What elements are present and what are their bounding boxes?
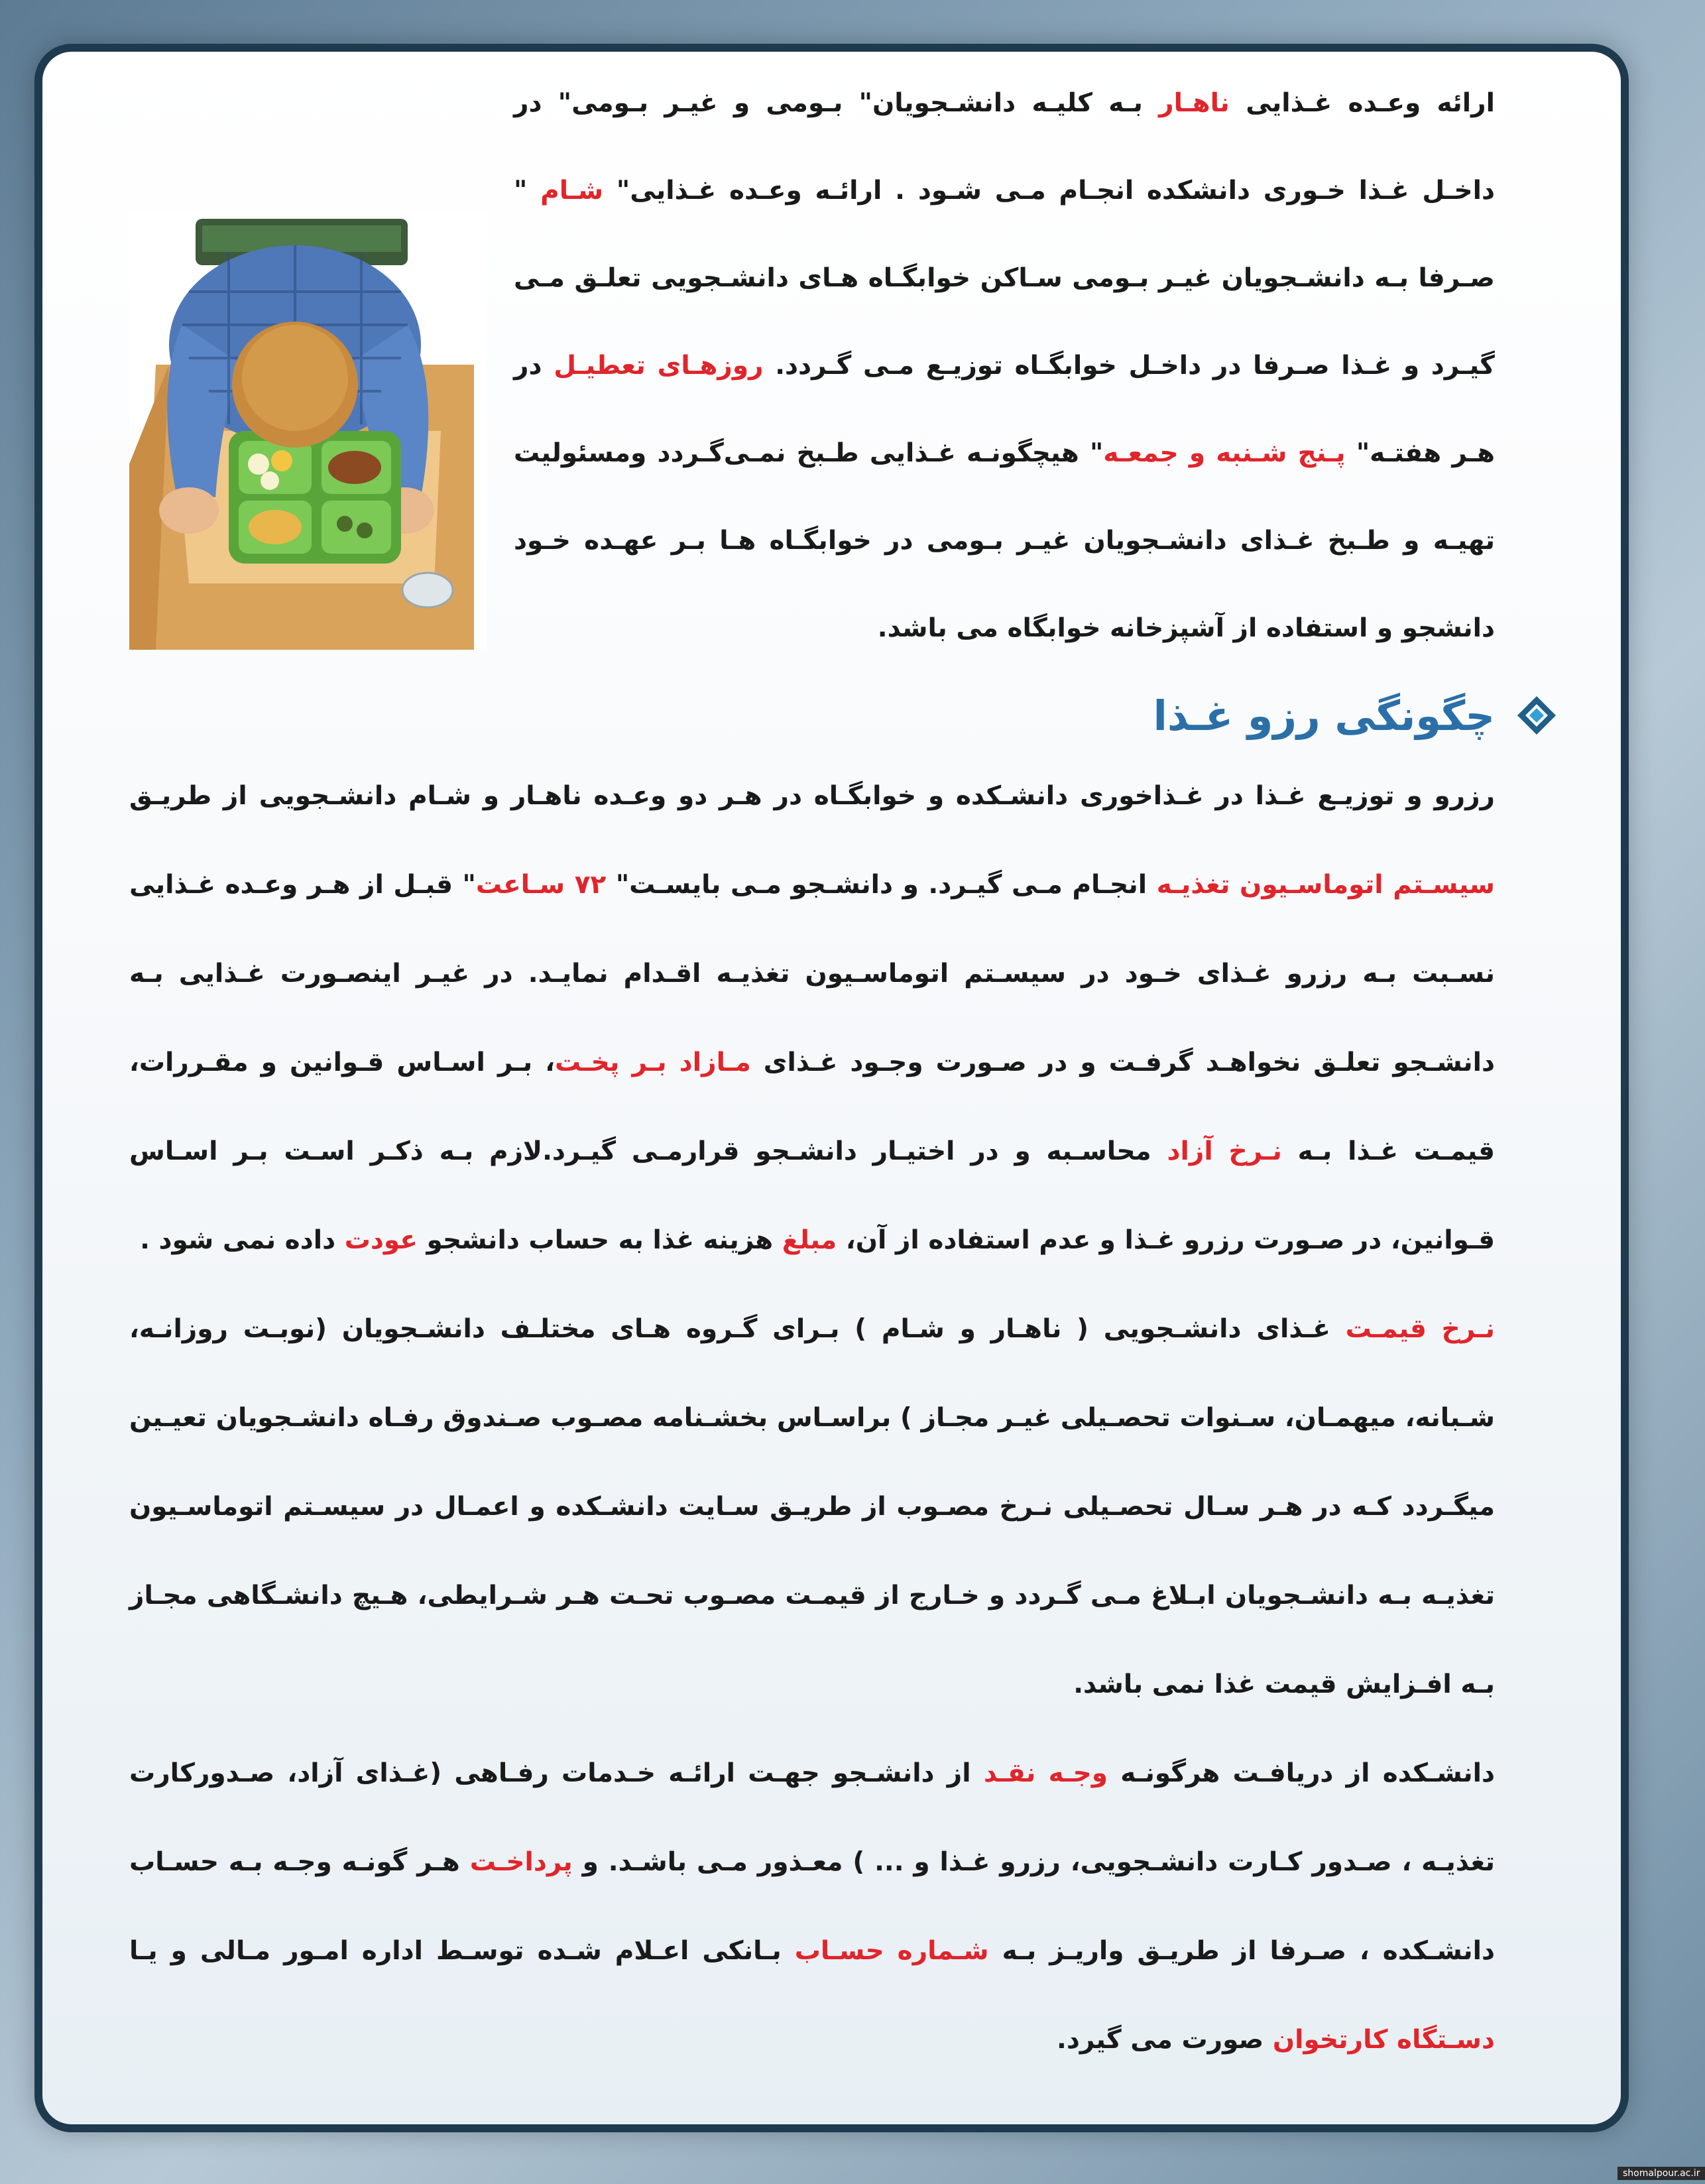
highlight-lunch: ناهـار <box>1159 88 1230 118</box>
payment-text: از دانشـجو جهـت ارائـه خـدمات رفـاهی (غـذای آزاد، صـدورکارت تغذیـه ، صـدور کـارت دانشـجویی، رزرو غـذا و ... ) معـذور مـی باشـد. و <box>129 1758 1495 1877</box>
highlight-dinner: شـام <box>540 176 604 206</box>
intro-text: " صـرفا بـه دانشـجویان غیـر بـومی سـاکن خوابگـاه هـای دانشـجویی تعلـق مـی گیـرد و غـذا صـرفا در داخـل خوابگـاه توزیـع مـی گـردد. <box>514 176 1495 381</box>
highlight-72-hours: ۷۲ سـاعت <box>475 870 607 900</box>
highlight-automation-system: سیسـتم اتوماسـیون تغذیـه <box>1156 870 1495 900</box>
highlight-thursday-friday: پـنج شـنبه و جمعـه <box>1103 438 1346 468</box>
reservation-text: داده نمی شود . <box>140 1225 345 1255</box>
reservation-text: رزرو و توزیـع غـذا در غـذاخوری دانشـکده و خوابگـاه در هـر دو وعـده ناهـار و شـام دانشـجویی از طریـق <box>129 781 1495 811</box>
payment-text: دانشـکده از دریافـت هرگونـه <box>1108 1758 1496 1788</box>
highlight-cash: وجـه نقـد <box>983 1758 1108 1788</box>
highlight-card-reader: دسـتگاه کارتخوان <box>1272 2025 1495 2055</box>
diamond-chevron-icon <box>1515 694 1558 737</box>
price-text: غـذای دانشـجویی ( ناهـار و شـام ) بـرای گـروه هـای مختلـف دانشـجویان (نوبـت روزانـه، شـبانه، میهمـان، سـنوات تحصـیلی غیـر مجـاز ) براسـاس بخشـنامه مصـوب صـندوق رفـاه دانشـجویان تعیـین میگـردد کـه در هـر سـال تحصـیلی نـرخ مصـوب از طریـق سـایت دانشـکده و اعمـال در سیسـتم اتوماسـیون تغذیـه بـه دانشـجویان ابـلاغ مـی گـردد و خـارج از قیمـت مصـوب تحـت هـر شـرایطی، هـیچ دانشـگاهی مجـاز بـه افـزایش قیمت غذا نمی باشد. <box>129 1314 1495 1699</box>
section-title: چگونگی رزو غـذا <box>1153 691 1495 740</box>
section-heading <box>129 679 1558 752</box>
reservation-paragraph <box>129 752 1495 1285</box>
intro-text: در هـر هفتـه" <box>514 351 1495 468</box>
reservation-text: انجـام مـی گیـرد. و دانشـجو مـی بایسـت" <box>606 870 1157 900</box>
reservation-text: هزینه غذا به حساب دانشجو <box>417 1225 782 1255</box>
reservation-text: ، بـر اسـاس قـوانین و مقـررات، قیمـت غـذا بـه <box>129 1048 1496 1166</box>
highlight-holidays: روزهـای تعطیـل <box>554 351 764 381</box>
student-eating-illustration <box>129 212 487 650</box>
reservation-text: محاسـبه و در اختیـار دانشـجو قرارمـی گیـرد.لازم بـه ذکـر اسـت بـر اسـاس قـوانین، در صـورت رزرو غـذا و عدم استفاده از آن، <box>129 1136 1495 1255</box>
price-paragraph <box>129 1285 1495 1729</box>
payment-text: هـر گونـه وجـه بـه حسـاب دانشـکده ، صـرفا از طریـق واریـز بـه <box>129 1847 1495 1966</box>
watermark-logo: shomalpour.ac.ir <box>1617 2167 1705 2180</box>
highlight-account-number: شـماره حسـاب <box>794 1936 989 1966</box>
highlight-surplus: مـازاد بـر پخـت <box>555 1048 751 1077</box>
intro-text: بـه کلیـه دانشـجویان" بـومی و غیـر بـومی" در داخـل غـذا خـوری دانشکده انجـام مـی شـود . ارائـه وعـده غـذایی" <box>514 88 1495 206</box>
payment-paragraph <box>129 1729 1495 2085</box>
highlight-refund: عودت <box>344 1225 418 1255</box>
intro-text: " هیچگونـه غـذایی طـبخ نمـی‌گـردد ومسئولیت تهیـه و طـبخ غـذای دانشـجویان غیـر بـومی در خوابگـاه هـا بـر عهـده خـود دانشجو و استفاده از آشپزخانه خوابگاه می باشد. <box>514 438 1495 643</box>
intro-text: ارائه وعـده غـذایی <box>1229 88 1495 118</box>
highlight-price-rate: نـرخ قیمـت <box>1345 1314 1495 1344</box>
highlight-free-rate: نـرخ آزاد <box>1167 1136 1282 1166</box>
payment-text: بـانکی اعـلام شـده توسـط اداره امـور مـالی و یـا <box>129 1936 795 1966</box>
highlight-amount: مبلغ <box>782 1225 837 1255</box>
payment-text: صورت می گیرد. <box>1057 2025 1273 2055</box>
highlight-payment: پرداخـت <box>469 1847 573 1877</box>
document-body <box>129 60 1495 2085</box>
reservation-text: " قبـل از هـر وعـده غـذایی نسـبت بـه رزرو غـذای خـود در سیسـتم اتوماسـیون تغذیـه اقـدام نمایـد. در غیـر اینصـورت غـذایی بـه دانشـجو تعلـق نخواهـد گرفـت و در صـورت وجـود غـذای <box>129 870 1495 1077</box>
